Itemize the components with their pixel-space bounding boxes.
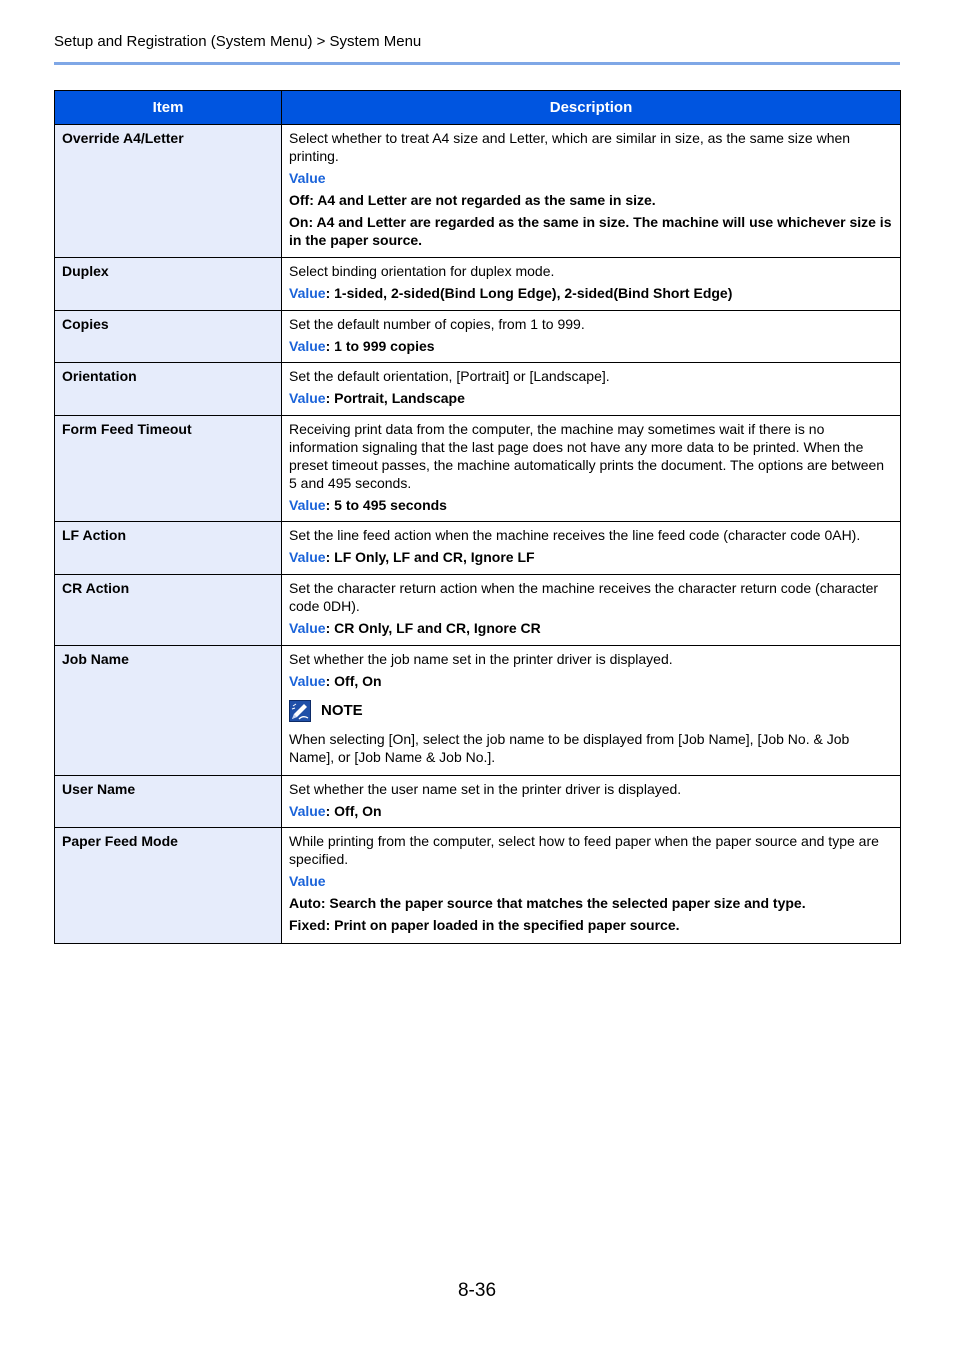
item-description [282,311,901,363]
value-label: Value [289,873,326,889]
item-name: Paper Feed Mode [55,828,282,944]
table-row [55,311,901,363]
value-label: Value [289,620,326,636]
value-options: : LF Only, LF and CR, Ignore LF [325,549,535,565]
header-rule [54,62,900,65]
value-label: Value [289,803,326,819]
table-row [55,258,901,311]
description-text: Set the character return action when the machine receives the character return code (character code 0DH). [289,580,879,614]
description-text: Set the default orientation, [Portrait] or [Landscape]. [289,368,610,384]
value-label: Value [289,170,326,186]
description-text: Set whether the job name set in the printer driver is displayed. [289,651,673,667]
note-pen-icon [289,700,311,722]
item-description [282,776,901,828]
value-label: Value [289,673,326,689]
column-header-description: Description [282,91,901,125]
description-text: Set whether the user name set in the printer driver is displayed. [289,781,682,797]
value-option: On: A4 and Letter are regarded as the same in size. The machine will use whichever size is in the paper source. [289,214,892,248]
table-row [55,363,901,416]
description-text: Set the line feed action when the machine receives the line feed code (character code 0AH). [289,527,861,543]
item-name: User Name [55,776,282,828]
description-text: Receiving print data from the computer, the machine may sometimes wait if there is no information signaling that the last page does not have any more data to be printed. When the preset timeout passes, the machine automatically prints the document. The options are between 5 and 495 seconds. [289,421,885,491]
value-label: Value [289,285,326,301]
item-name: LF Action [55,522,282,575]
value-options: : CR Only, LF and CR, Ignore CR [325,620,541,636]
value-options: : 1-sided, 2-sided(Bind Long Edge), 2-sided(Bind Short Edge) [325,285,733,301]
description-text: Set the default number of copies, from 1 to 999. [289,316,585,332]
table-row [55,125,901,258]
value-option: Auto: Search the paper source that matches the selected paper size and type. [289,895,806,911]
note-heading [289,700,892,722]
item-name: Orientation [55,363,282,416]
value-label: Value [289,390,326,406]
item-description [282,522,901,575]
value-label: Value [289,549,326,565]
table-row [55,646,901,776]
table-row [55,416,901,522]
breadcrumb: Setup and Registration (System Menu) > System Menu [54,33,422,50]
value-options: : Portrait, Landscape [325,390,465,406]
value-options: : Off, On [325,803,382,819]
settings-table [54,90,901,944]
item-name: Duplex [55,258,282,311]
table-row [55,575,901,646]
value-option: Fixed: Print on paper loaded in the specified paper source. [289,917,680,933]
value-options: : 1 to 999 copies [325,338,435,354]
item-description [282,258,901,311]
item-description [282,416,901,522]
column-header-item: Item [55,91,282,125]
page-number: 8-36 [457,1280,497,1301]
description-text: Select binding orientation for duplex mode. [289,263,555,279]
note-title: NOTE [321,702,363,719]
table-row [55,828,901,944]
value-options: : 5 to 495 seconds [325,497,447,513]
item-name: Copies [55,311,282,363]
item-name: Form Feed Timeout [55,416,282,522]
description-text: While printing from the computer, select how to feed paper when the paper source and type are specified. [289,833,879,867]
item-description [282,363,901,416]
table-header-row [55,91,901,125]
note-text: When selecting [On], select the job name to be displayed from [Job Name], [Job No. & Job Name], or [Job Name & Job No.]. [289,731,850,765]
value-label: Value [289,338,326,354]
table-row [55,776,901,828]
item-description [282,575,901,646]
item-name: Override A4/Letter [55,125,282,258]
item-description [282,125,901,258]
value-label: Value [289,497,326,513]
value-option: Off: A4 and Letter are not regarded as the same in size. [289,192,656,208]
description-text: Select whether to treat A4 size and Letter, which are similar in size, as the same size when printing. [289,130,851,164]
value-options: : Off, On [325,673,382,689]
item-name: CR Action [55,575,282,646]
table-row [55,522,901,575]
item-description [282,646,901,776]
item-description [282,828,901,944]
item-name: Job Name [55,646,282,776]
